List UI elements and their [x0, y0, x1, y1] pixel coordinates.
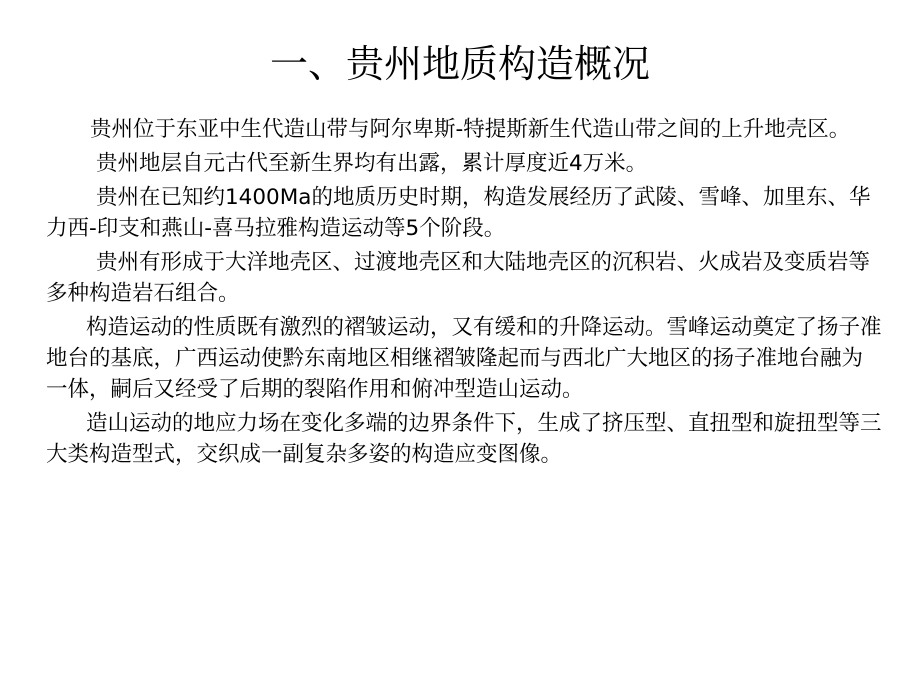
paragraph-tectonic-stages: 贵州在已知约1400Ma的地质历史时期，构造发展经历了武陵、雪峰、加里东、华力西-印支和燕山-喜马拉雅构造运动等5个阶段。	[46, 185, 871, 241]
paragraph-stress-field: 造山运动的地应力场在变化多端的边界条件下，生成了挤压型、直扭型和旋扭型等三大类构造型式，交织成一副复杂多姿的构造应变图像。	[46, 411, 882, 467]
paragraph-location: 贵州位于东亚中生代造山带与阿尔卑斯-特提斯新生代造山带之间的上升地壳区。	[90, 117, 851, 142]
slide-title: 一、贵州地质构造概况	[269, 42, 650, 86]
paragraph-strata: 贵州地层自元古代至新生界均有出露，累计厚度近4万米。	[96, 151, 648, 176]
paragraph-rock-assemblages: 贵州有形成于大洋地壳区、过渡地壳区和大陆地壳区的沉积岩、火成岩及变质岩等多种构造岩石组合。	[46, 250, 871, 306]
slide-body	[46, 114, 882, 473]
paragraph-tectonic-movements: 构造运动的性质既有激烈的褶皱运动，又有缓和的升降运动。雪峰运动奠定了扬子准地台的基底，广西运动使黔东南地区相继褶皱隆起而与西北广大地区的扬子准地台融为一体，嗣后又经受了后期的裂陷作用和俯冲型造山运动。	[46, 315, 882, 402]
